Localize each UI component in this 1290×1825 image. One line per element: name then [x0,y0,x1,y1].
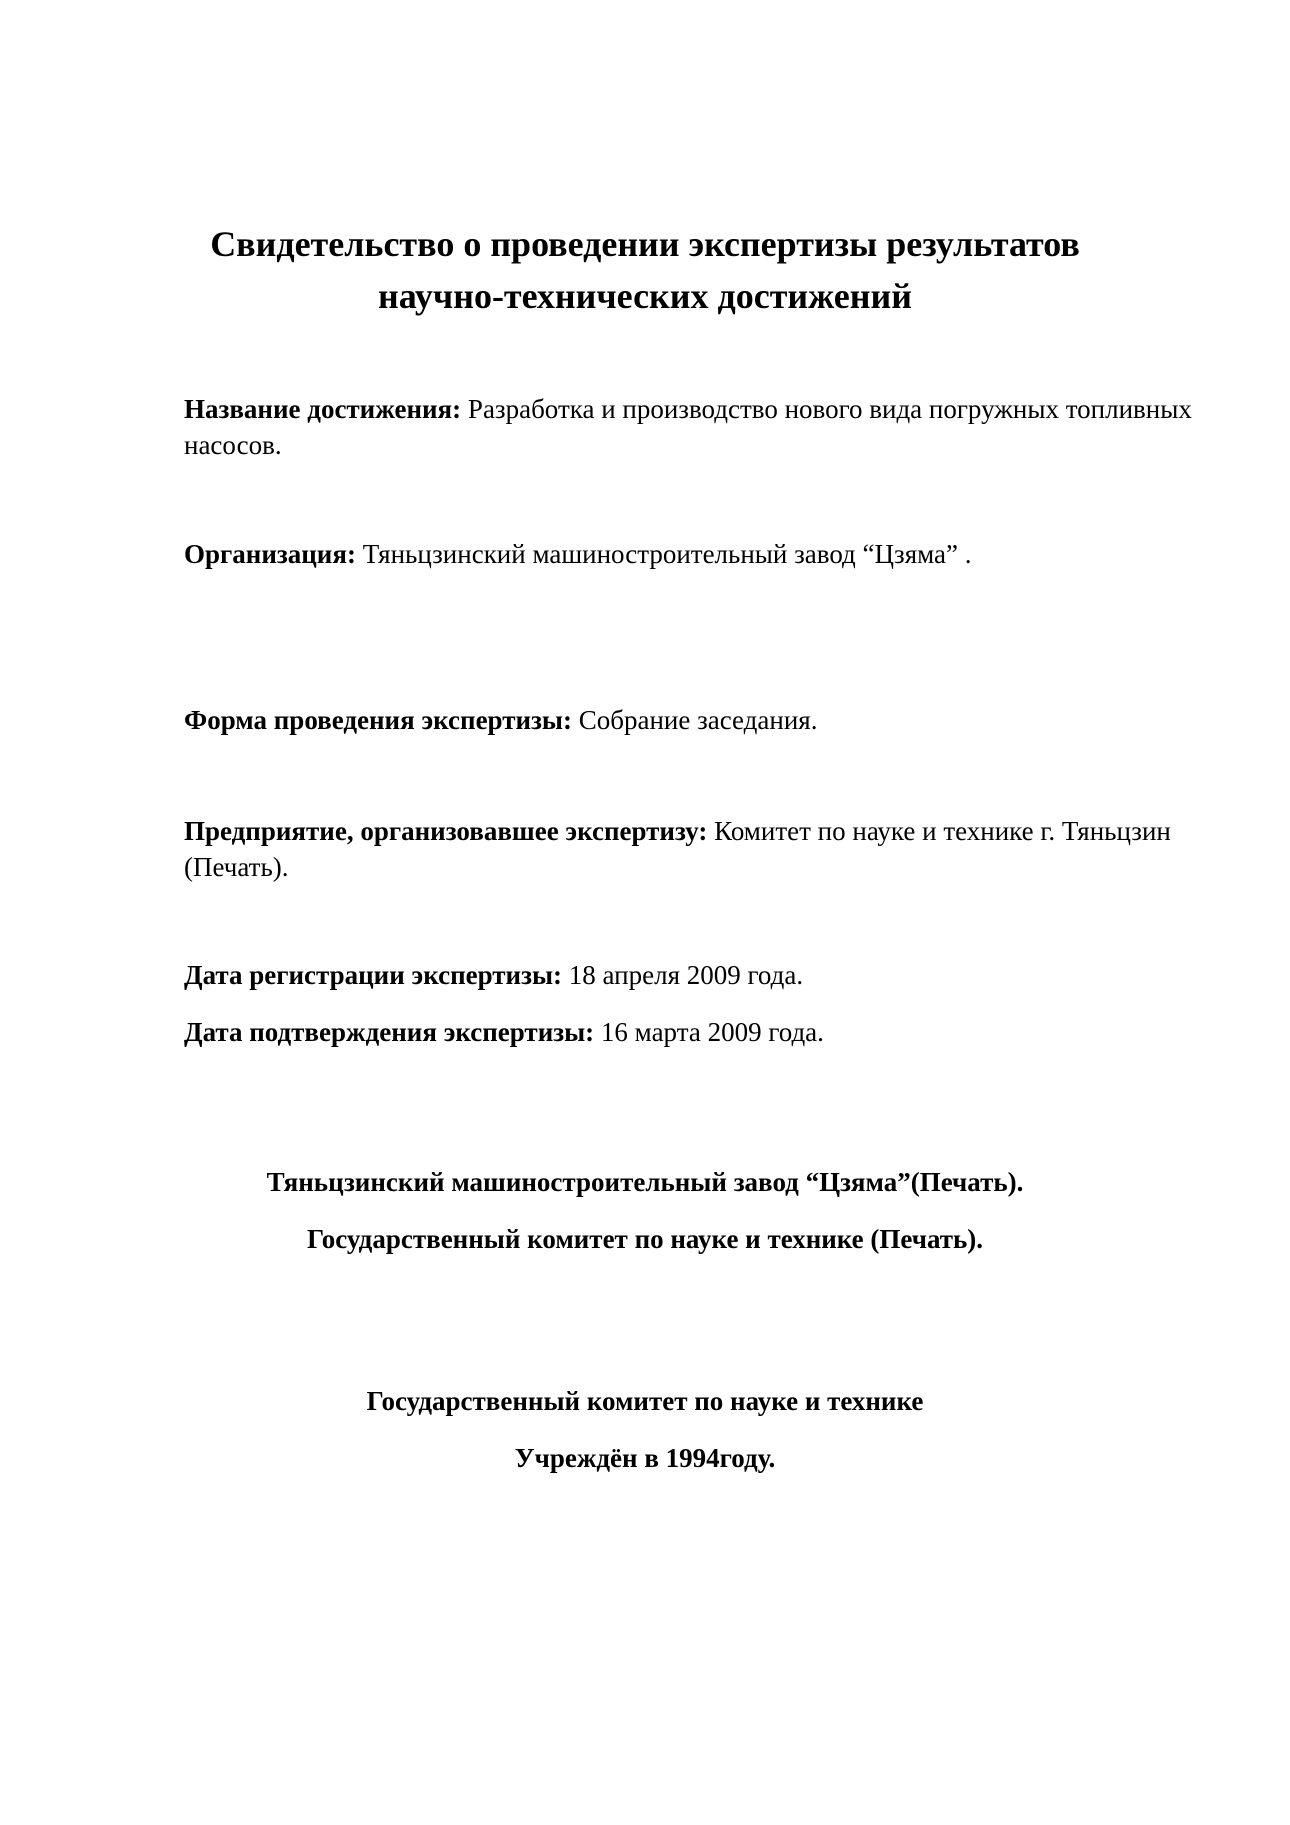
field-registration-date [184,957,1194,993]
field-registration-date-label: Дата регистрации экспертизы: [184,960,563,990]
field-organizer-value: Комитет по науке и технике г. Тяньцзин (Печать). [184,816,1171,882]
field-organization-value: Тяньцзинский машиностроительный завод “Цзяма” . [362,539,972,569]
field-confirmation-date [184,1014,1194,1050]
field-achievement-label: Название достижения: [184,394,462,424]
footer-line-1: Государственный комитет по науке и технике [366,1386,924,1416]
title-line-1: Свидетельство о проведении экспертизы результатов [210,224,1080,264]
field-organization [184,536,1194,572]
field-organizer [184,813,1194,885]
field-organizer-label: Предприятие, организовавшее экспертизу: [184,816,708,846]
field-form-label: Форма проведения экспертизы: [184,705,572,735]
seal-line-1: Тяньцзинский машиностроительный завод “Цзяма”(Печать). [266,1167,1024,1197]
field-form [184,702,1194,738]
footer-line-2: Учреждён в 1994году. [514,1443,776,1473]
field-achievement-value: Разработка и производство нового вида погружных топливных насосов. [184,394,1192,460]
field-confirmation-date-value: 16 марта 2009 года. [600,1017,824,1047]
document-title [150,218,1140,322]
field-confirmation-date-label: Дата подтверждения экспертизы: [184,1017,595,1047]
field-achievement [184,391,1194,463]
field-registration-date-value: 18 апреля 2009 года. [568,960,804,990]
field-organization-label: Организация: [184,539,356,569]
title-line-2: научно-технических достижений [377,276,912,316]
seal-line-2: Государственный комитет по науке и технике (Печать). [306,1224,984,1254]
field-form-value: Собрание заседания. [578,705,818,735]
